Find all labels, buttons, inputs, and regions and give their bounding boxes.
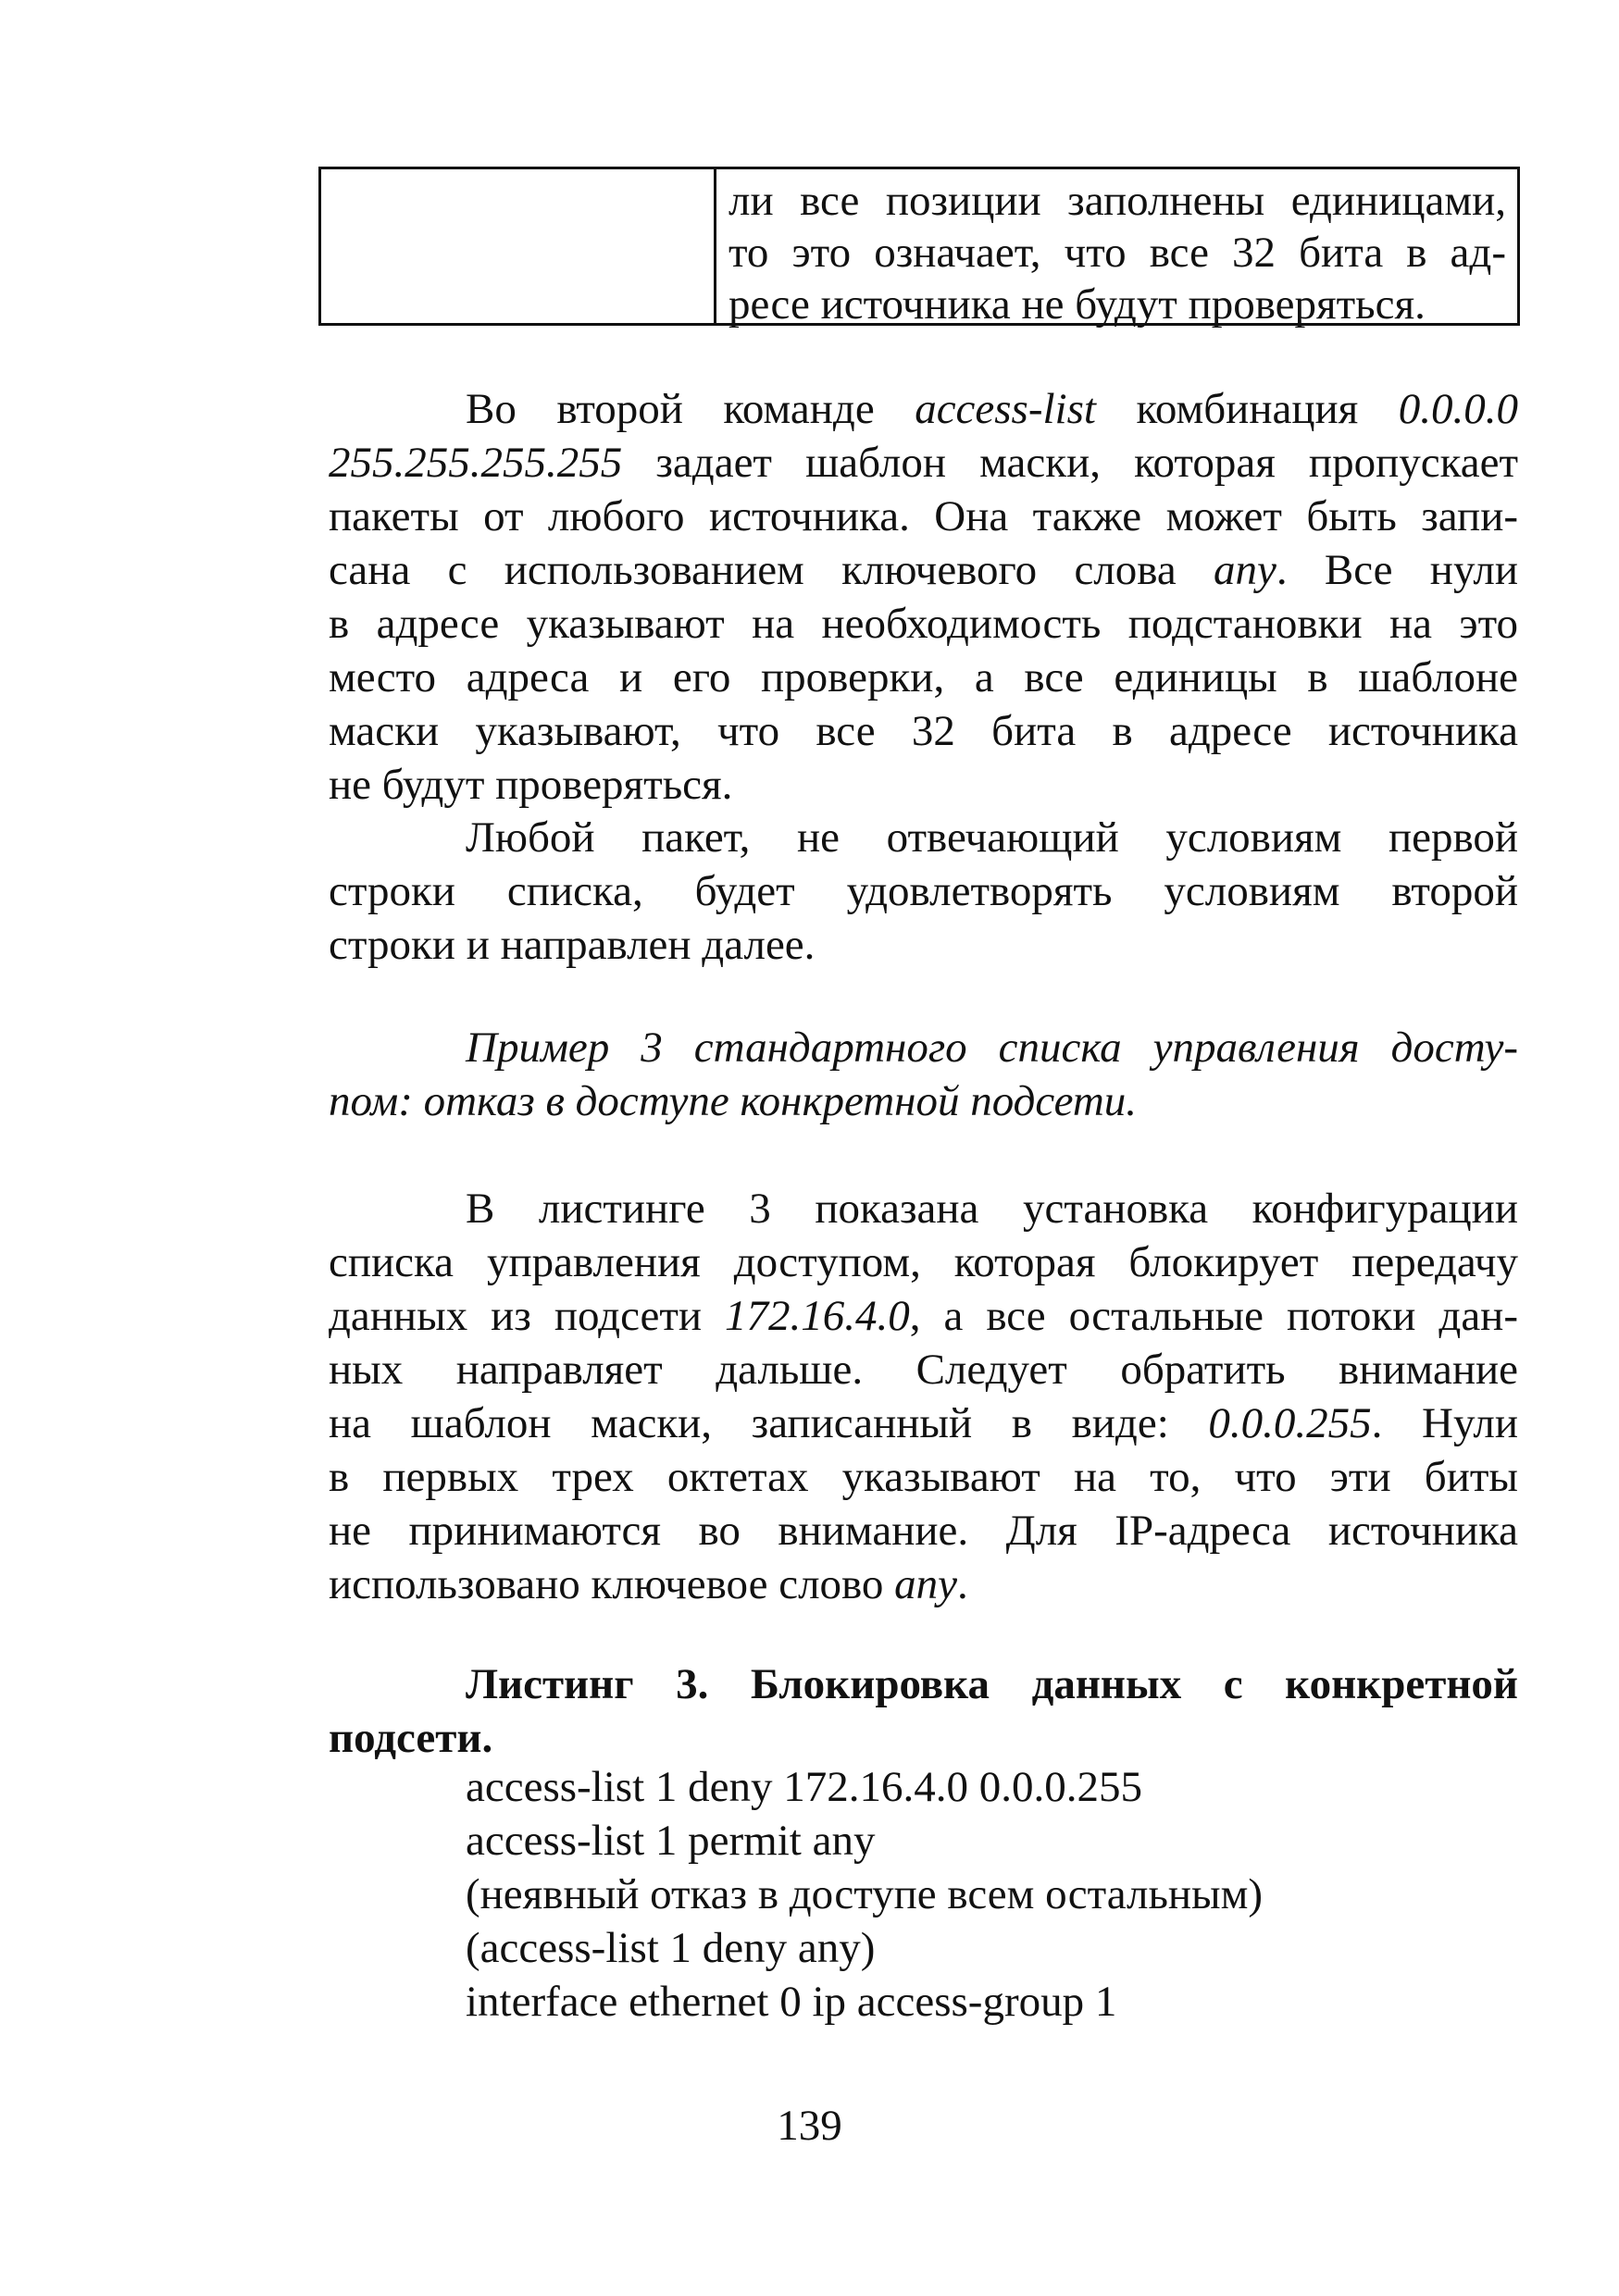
caption-line [329,1074,1518,1128]
text-run: использовано ключевое слово [329,1560,895,1608]
text-run: , а все остальные потоки дан- [909,1292,1518,1340]
paragraph-line: ных направляет дальше. Следует обратить внимание [329,1346,1518,1394]
text-run: . Нули [1371,1399,1519,1447]
italic-term: any [1213,546,1277,594]
text-run: данных из подсети [329,1292,726,1340]
example-caption [329,1021,1518,1128]
table-cell-line: то это означает, что все 32 бита в ад- [729,229,1506,277]
code-line: (access-list 1 deny any) [466,1924,876,1972]
italic-term: 255.255.255.255 [329,439,623,487]
paragraph-line [329,382,1518,436]
code-line: (неявный отказ в доступе всем остальным) [466,1870,1264,1918]
italic-term: 0.0.0.0 [1398,385,1519,433]
paragraph-line [329,543,1518,597]
paragraph-listing-description [329,1182,1518,1611]
code-line: access-list 1 deny 172.16.4.0 0.0.0.255 [466,1763,1143,1811]
paragraph-line: списка управления доступом, которая блокирует передачу [329,1238,1518,1286]
listing-title [329,1657,1518,1765]
table-cell-line: ресе источника не будут проверяться. [729,280,1426,329]
listing-title-line: подсети. [329,1714,493,1762]
paragraph-line: В листинге 3 показана установка конфигурации [466,1185,1518,1233]
paragraph-line [329,1289,1518,1343]
code-listing [466,1760,1484,2029]
caption-line [329,1021,1518,1074]
text-run: . Все нули [1276,546,1518,594]
italic-term: 172.16.4.0 [725,1292,910,1340]
paragraph-line [329,1558,1518,1611]
italic-term: access-list [915,385,1096,433]
paragraph-line: не принимаются во внимание. Для IP-адреса источника [329,1507,1518,1555]
paragraph-line: строки списка, будет удовлетворять условиям второй [329,867,1518,915]
paragraph-line [329,436,1518,490]
paragraph-line: в адресе указывают на необходимость подстановки на это [329,600,1518,648]
paragraph-line: маски указывают, что все 32 бита в адресе источника [329,707,1518,755]
code-line: access-list 1 permit any [466,1817,876,1865]
paragraph-line: строки и направлен далее. [329,921,816,969]
text-run: на шаблон маски, записанный в виде: [329,1399,1209,1447]
text-run: Во второй команде [466,385,915,433]
paragraph-line: пакеты от любого источника. Она также может быть запи- [329,492,1518,540]
paragraph-line: место адреса и его проверки, а все единицы в шаблоне [329,653,1518,701]
paragraph-second-command [329,382,1518,812]
paragraph-line: Любой пакет, не отвечающий условиям первой [466,813,1518,862]
text-run: задает шаблон маски, которая пропускает [622,439,1518,487]
table-cell-right [729,175,1506,330]
paragraph-line [329,1396,1518,1450]
paragraph-line: не будут проверяться. [329,761,733,809]
caption-text: Пример 3 стандартного списка управления досту- [466,1024,1518,1072]
text-run: комбинация [1095,385,1399,433]
table-fragment [318,167,1520,329]
text-run: . [957,1560,968,1608]
caption-text: пом: отказ в доступе конкретной подсети. [329,1077,1138,1125]
text-run: сана с использованием ключевого слова [329,546,1214,594]
paragraph-any-packet [329,811,1518,972]
code-line: interface ethernet 0 ip access-group 1 [466,1978,1117,2026]
listing-title-line: Листинг 3. Блокировка данных с конкретной [466,1660,1518,1708]
italic-term: any [894,1560,958,1608]
page-number: 139 [777,2102,842,2150]
table-column-divider [714,169,716,323]
italic-term: 0.0.0.255 [1208,1399,1372,1447]
table-cell-line: ли все позиции заполнены единицами, [729,177,1506,225]
paragraph-line: в первых трех октетах указывают на то, что эти биты [329,1453,1518,1501]
